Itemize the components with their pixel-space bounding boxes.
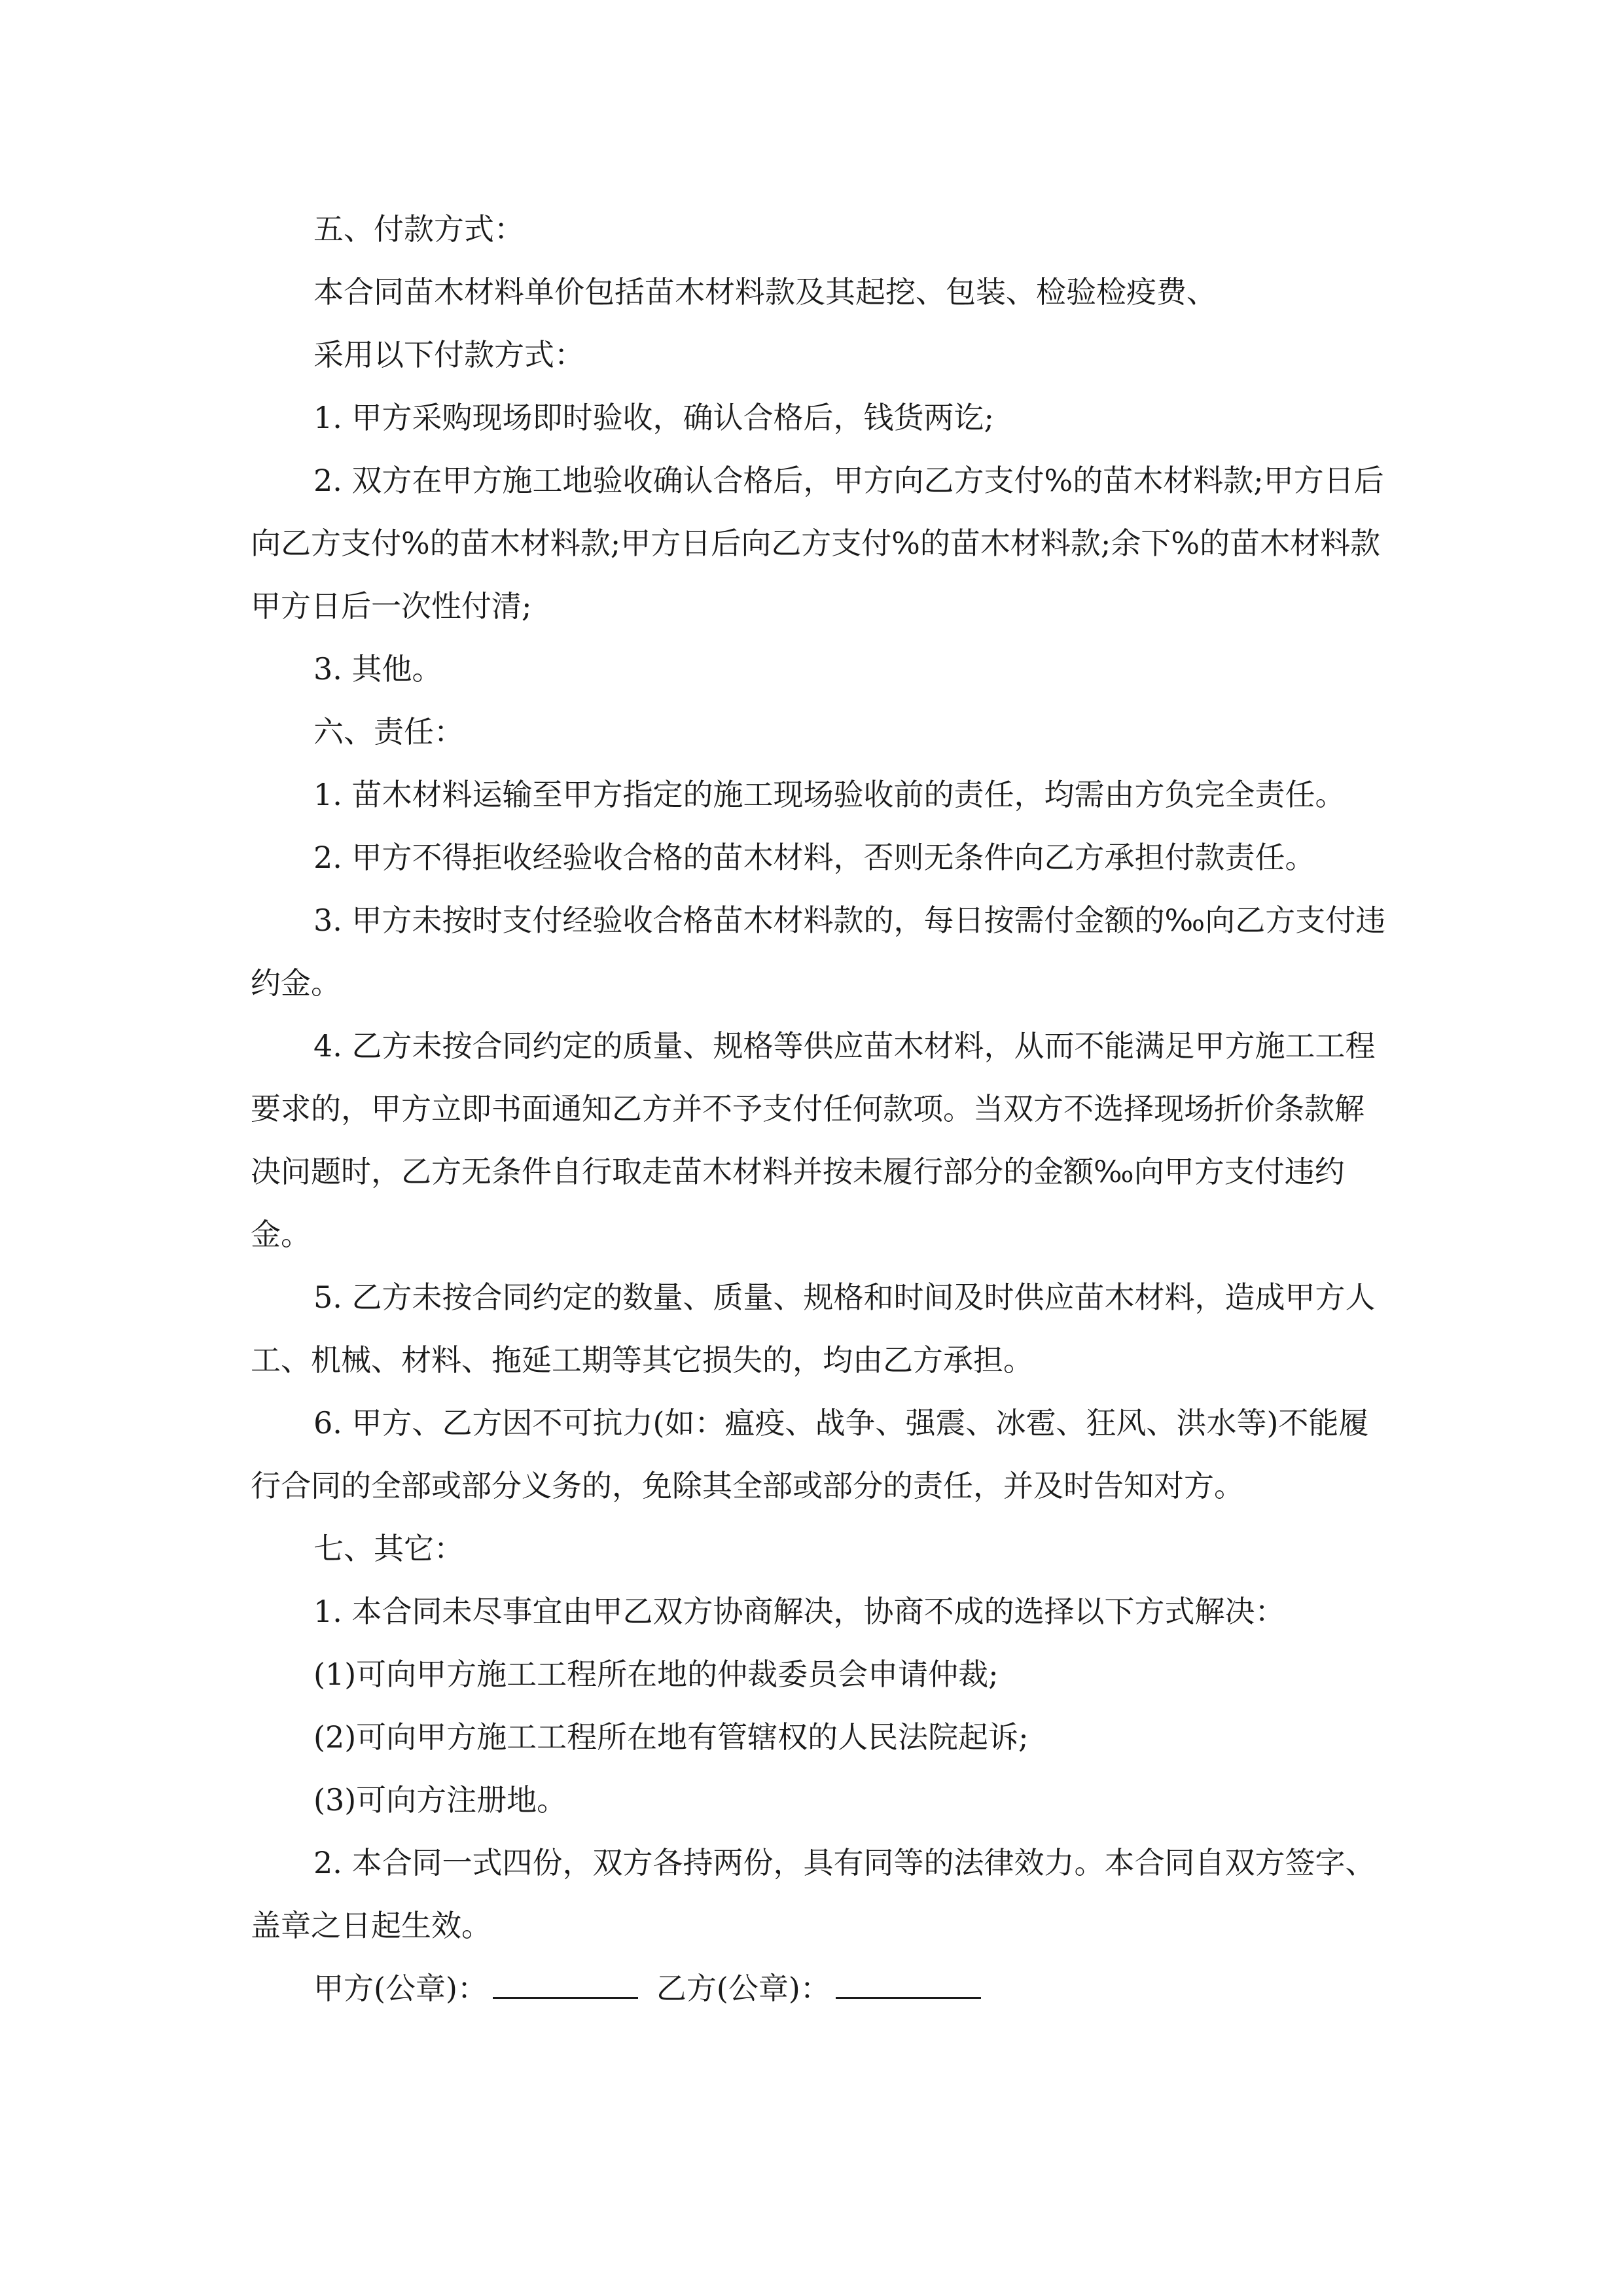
liability-item-5: 5. 乙方未按合同约定的数量、质量、规格和时间及时供应苗木材料，造成甲方人工、机械、材料、拖延工期等其它损失的，均由乙方承担。	[251, 1280, 1376, 1378]
liability-item-4: 4. 乙方未按合同约定的质量、规格等供应苗木材料，从而不能满足甲方施工工程要求的，甲方立即书面通知乙方并不予支付任何款项。当双方不选择现场折价条款解决问题时，乙方无条件自行取走苗木材料并按未履行部分的金额‰向甲方支付违约金。	[251, 1028, 1376, 1252]
other-item-2: 2. 本合同一式四份，双方各持两份，具有同等的法律效力。本合同自双方签字、盖章之日起生效。	[251, 1845, 1376, 1943]
other-option-2: (2)可向甲方施工工程所在地有管辖权的人民法院起诉;	[313, 1719, 1029, 1755]
payment-item-3: 3. 其他。	[313, 651, 442, 687]
contract-body	[251, 198, 1389, 2020]
liability-item-3: 3. 甲方未按时支付经验收合格苗木材料款的，每日按需付金额的‰向乙方支付违约金。	[251, 903, 1386, 1001]
other-heading: 七、其它：	[313, 1531, 464, 1566]
liability-item-1: 1. 苗木材料运输至甲方指定的施工现场验收前的责任，均需由方负完全责任。	[313, 777, 1346, 812]
liability-item-2: 2. 甲方不得拒收经验收合格的苗木材料，否则无条件向乙方承担付款责任。	[313, 840, 1315, 875]
other-option-1: (1)可向甲方施工工程所在地的仲裁委员会申请仲裁;	[313, 1657, 999, 1692]
liability-heading: 六、责任：	[313, 714, 464, 749]
signature-line	[251, 1957, 1389, 2020]
liability-item-6: 6. 甲方、乙方因不可抗力(如：瘟疫、战争、强震、冰雹、狂风、洪水等)不能履行合同的全部或部分义务的，免除其全部或部分的责任，并及时告知对方。	[251, 1405, 1369, 1503]
party-a-label: 甲方(公章)：	[313, 1971, 488, 2006]
payment-intro: 本合同苗木材料单价包括苗木材料款及其起挖、包装、检验检疫费、	[313, 274, 1217, 310]
payment-item-1: 1. 甲方采购现场即时验收，确认合格后，钱货两讫;	[313, 400, 995, 435]
party-b-label: 乙方(公章)：	[656, 1971, 830, 2006]
payment-heading: 五、付款方式：	[313, 211, 524, 247]
payment-item-2: 2. 双方在甲方施工地验收确认合格后，甲方向乙方支付%的苗木材料款;甲方日后向乙方支付%的苗木材料款;甲方日后向乙方支付%的苗木材料款;余下%的苗木材料款甲方日后一次性付清;	[251, 463, 1384, 624]
payment-method-intro: 采用以下付款方式：	[313, 337, 584, 372]
other-option-3: (3)可向方注册地。	[313, 1782, 567, 1818]
party-a-blank	[493, 1963, 638, 1999]
party-b-blank	[836, 1963, 981, 1999]
other-item-1: 1. 本合同未尽事宜由甲乙双方协商解决，协商不成的选择以下方式解决：	[313, 1594, 1285, 1629]
